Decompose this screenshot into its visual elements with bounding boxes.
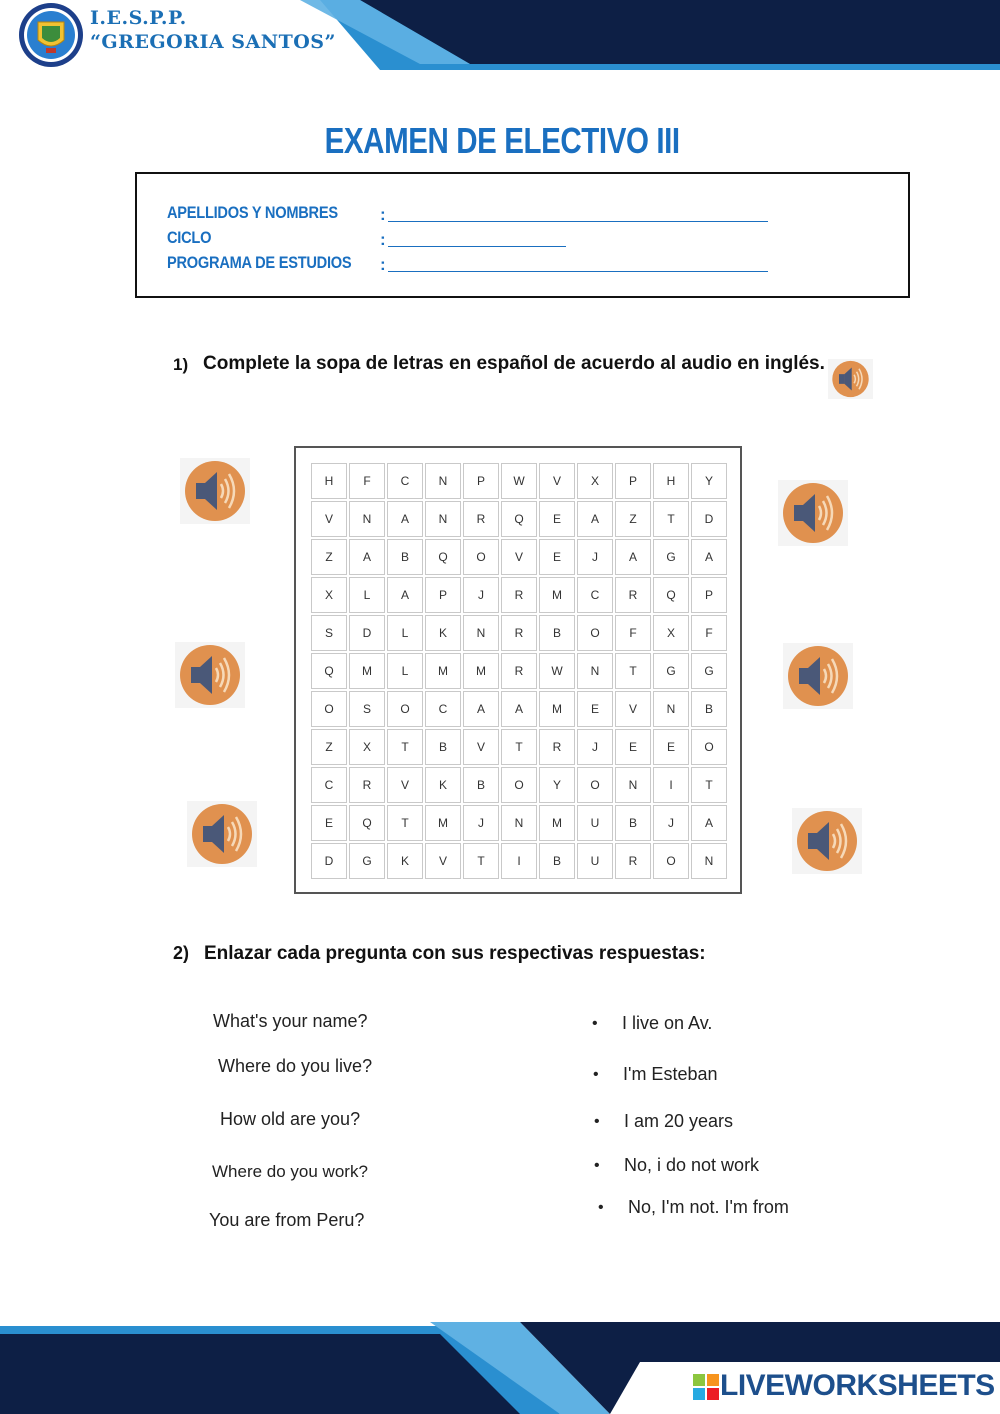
word-search-cell[interactable]: R bbox=[349, 767, 385, 803]
word-search-cell[interactable]: A bbox=[387, 501, 423, 537]
word-search-cell[interactable]: R bbox=[615, 843, 651, 879]
institution-name: “GREGORIA SANTOS” bbox=[90, 31, 336, 53]
word-search-cell[interactable]: N bbox=[463, 615, 499, 651]
match-answer[interactable]: I am 20 years bbox=[624, 1111, 734, 1131]
question-2-text: Enlazar cada pregunta con sus respectivas respuestas: bbox=[204, 943, 706, 964]
word-search-cell[interactable]: T bbox=[615, 653, 651, 689]
word-search-cell[interactable]: N bbox=[653, 691, 689, 727]
word-search-cell[interactable]: B bbox=[539, 615, 575, 651]
word-search-cell[interactable]: O bbox=[691, 729, 727, 765]
word-search-cell[interactable]: N bbox=[349, 501, 385, 537]
word-search-cell[interactable]: B bbox=[425, 729, 461, 765]
word-search-cell[interactable]: O bbox=[311, 691, 347, 727]
match-question[interactable]: Where do you work? bbox=[212, 1162, 368, 1181]
liveworksheets-logo-icon bbox=[693, 1374, 719, 1400]
word-search-cell[interactable]: S bbox=[311, 615, 347, 651]
field-label-program: PROGRAMA DE ESTUDIOS bbox=[167, 253, 352, 272]
word-search-cell[interactable]: O bbox=[577, 615, 613, 651]
word-search-cell[interactable]: R bbox=[501, 577, 537, 613]
word-search-cell[interactable]: V bbox=[615, 691, 651, 727]
page-title: EXAMEN DE ELECTIVO III bbox=[324, 120, 680, 161]
word-search-cell[interactable]: K bbox=[425, 767, 461, 803]
word-search-cell[interactable]: F bbox=[349, 463, 385, 499]
question-2-number: 2) bbox=[173, 943, 190, 963]
match-answer[interactable]: No, i do not work bbox=[624, 1155, 760, 1175]
word-search-cell[interactable]: G bbox=[653, 653, 689, 689]
word-search-cell[interactable]: B bbox=[691, 691, 727, 727]
word-search-cell[interactable]: V bbox=[311, 501, 347, 537]
word-search-cell[interactable]: C bbox=[311, 767, 347, 803]
word-search-cell[interactable]: O bbox=[387, 691, 423, 727]
word-search-cell[interactable]: I bbox=[501, 843, 537, 879]
match-question[interactable]: What's your name? bbox=[213, 1011, 368, 1031]
answer-bullet: • bbox=[598, 1199, 604, 1216]
word-search-cell[interactable]: G bbox=[349, 843, 385, 879]
word-search-cell[interactable]: O bbox=[653, 843, 689, 879]
speaker-icon[interactable] bbox=[783, 643, 853, 709]
word-search-cell[interactable]: X bbox=[311, 577, 347, 613]
match-answer[interactable]: No, I'm not. I'm from bbox=[628, 1197, 789, 1217]
word-search-cell[interactable]: E bbox=[539, 501, 575, 537]
word-search-cell[interactable]: T bbox=[691, 767, 727, 803]
word-search-cell[interactable]: B bbox=[463, 767, 499, 803]
word-search-cell[interactable]: P bbox=[425, 577, 461, 613]
speaker-icon[interactable] bbox=[828, 359, 873, 399]
institution-acronym: I.E.S.P.P. bbox=[90, 7, 187, 29]
word-search-cell[interactable]: K bbox=[425, 615, 461, 651]
word-search-cell[interactable]: M bbox=[425, 805, 461, 841]
word-search-cell[interactable]: A bbox=[615, 539, 651, 575]
field-label-names: APELLIDOS Y NOMBRES bbox=[167, 203, 338, 222]
question-1-number: 1) bbox=[173, 355, 189, 374]
word-search-cell[interactable]: U bbox=[577, 805, 613, 841]
word-search-cell[interactable]: C bbox=[425, 691, 461, 727]
word-search-cell[interactable]: A bbox=[577, 501, 613, 537]
word-search-cell[interactable]: B bbox=[387, 539, 423, 575]
speaker-icon[interactable] bbox=[187, 801, 257, 867]
word-search-cell[interactable]: E bbox=[653, 729, 689, 765]
answer-bullet: • bbox=[593, 1066, 599, 1083]
word-search-cell[interactable]: A bbox=[463, 691, 499, 727]
word-search-cell[interactable]: P bbox=[463, 463, 499, 499]
word-search-cell[interactable]: T bbox=[387, 729, 423, 765]
word-search-cell[interactable]: Z bbox=[615, 501, 651, 537]
word-search-cell[interactable]: X bbox=[577, 463, 613, 499]
word-search-cell[interactable]: M bbox=[539, 805, 575, 841]
speaker-icon[interactable] bbox=[778, 480, 848, 546]
word-search-cell[interactable]: R bbox=[463, 501, 499, 537]
field-label-cycle: CICLO bbox=[167, 228, 212, 247]
word-search-cell[interactable]: D bbox=[311, 843, 347, 879]
word-search-cell[interactable]: Q bbox=[311, 653, 347, 689]
word-search-cell[interactable]: O bbox=[577, 767, 613, 803]
word-search-cell[interactable]: O bbox=[463, 539, 499, 575]
word-search-cell[interactable]: L bbox=[349, 577, 385, 613]
match-question[interactable]: You are from Peru? bbox=[209, 1210, 365, 1230]
word-search-cell[interactable]: Q bbox=[653, 577, 689, 613]
word-search-cell[interactable]: V bbox=[539, 463, 575, 499]
word-search-cell[interactable]: L bbox=[387, 615, 423, 651]
word-search-cell[interactable]: C bbox=[577, 577, 613, 613]
match-answer[interactable]: I live on Av. bbox=[622, 1013, 713, 1033]
match-answer[interactable]: I'm Esteban bbox=[623, 1064, 718, 1084]
names-input-line[interactable] bbox=[388, 221, 768, 222]
speaker-icon[interactable] bbox=[792, 808, 862, 874]
word-search-cell[interactable]: J bbox=[463, 805, 499, 841]
word-search-cell[interactable]: M bbox=[539, 577, 575, 613]
word-search-cell[interactable]: M bbox=[425, 653, 461, 689]
word-search-cell[interactable]: D bbox=[349, 615, 385, 651]
liveworksheets-brand: LIVEWORKSHEETS bbox=[720, 1369, 995, 1402]
institution-logo bbox=[18, 2, 84, 68]
field-colon: : bbox=[380, 230, 386, 249]
answer-bullet: • bbox=[594, 1157, 600, 1174]
word-search-cell[interactable]: Y bbox=[539, 767, 575, 803]
word-search-cell[interactable]: E bbox=[311, 805, 347, 841]
word-search-cell[interactable]: N bbox=[501, 805, 537, 841]
word-search-cell[interactable]: M bbox=[463, 653, 499, 689]
word-search-cell[interactable]: N bbox=[425, 501, 461, 537]
word-search-cell[interactable]: E bbox=[539, 539, 575, 575]
word-search-cell[interactable]: H bbox=[653, 463, 689, 499]
program-input-line[interactable] bbox=[388, 271, 768, 272]
word-search-cell[interactable]: N bbox=[425, 463, 461, 499]
word-search-cell[interactable]: E bbox=[615, 729, 651, 765]
word-search-cell[interactable]: C bbox=[387, 463, 423, 499]
question-1-text: Complete la sopa de letras en español de acuerdo al audio en inglés. bbox=[203, 353, 825, 374]
answer-bullet: • bbox=[594, 1113, 600, 1130]
word-search-cell[interactable]: U bbox=[577, 843, 613, 879]
word-search-cell[interactable]: Z bbox=[311, 729, 347, 765]
word-search-cell[interactable]: A bbox=[691, 805, 727, 841]
match-question[interactable]: How old are you? bbox=[220, 1109, 361, 1129]
word-search-grid[interactable] bbox=[311, 463, 729, 881]
word-search-cell[interactable]: J bbox=[463, 577, 499, 613]
field-colon: : bbox=[380, 255, 386, 274]
word-search-cell[interactable]: B bbox=[539, 843, 575, 879]
word-search-cell[interactable]: W bbox=[501, 463, 537, 499]
word-search-cell[interactable]: O bbox=[501, 767, 537, 803]
word-search-cell[interactable]: D bbox=[691, 501, 727, 537]
word-search-cell[interactable]: F bbox=[615, 615, 651, 651]
word-search-cell[interactable]: Q bbox=[501, 501, 537, 537]
word-search-cell[interactable]: E bbox=[577, 691, 613, 727]
word-search-cell[interactable]: J bbox=[653, 805, 689, 841]
speaker-icon[interactable] bbox=[180, 458, 250, 524]
word-search-cell[interactable]: K bbox=[387, 843, 423, 879]
word-search-cell[interactable]: P bbox=[615, 463, 651, 499]
word-search-cell[interactable]: R bbox=[615, 577, 651, 613]
answer-bullet: • bbox=[592, 1015, 598, 1032]
word-search-cell[interactable]: R bbox=[501, 615, 537, 651]
speaker-icon[interactable] bbox=[175, 642, 245, 708]
word-search-cell[interactable]: R bbox=[501, 653, 537, 689]
word-search-cell[interactable]: T bbox=[463, 843, 499, 879]
word-search-cell[interactable]: S bbox=[349, 691, 385, 727]
word-search-cell[interactable]: G bbox=[691, 653, 727, 689]
word-search-cell[interactable]: R bbox=[539, 729, 575, 765]
word-search-cell[interactable]: L bbox=[387, 653, 423, 689]
field-colon: : bbox=[380, 205, 386, 224]
word-search-cell[interactable]: Z bbox=[311, 539, 347, 575]
word-search-cell[interactable]: M bbox=[349, 653, 385, 689]
word-search-cell[interactable]: A bbox=[691, 539, 727, 575]
word-search-cell[interactable]: Q bbox=[425, 539, 461, 575]
word-search-cell[interactable]: T bbox=[387, 805, 423, 841]
word-search-cell[interactable]: V bbox=[387, 767, 423, 803]
student-info-box bbox=[135, 172, 910, 298]
word-search-cell[interactable]: B bbox=[615, 805, 651, 841]
word-search-cell[interactable]: J bbox=[577, 539, 613, 575]
word-search-cell[interactable]: H bbox=[311, 463, 347, 499]
word-search-cell[interactable]: V bbox=[501, 539, 537, 575]
match-question[interactable]: Where do you live? bbox=[218, 1056, 373, 1076]
word-search-cell[interactable]: Q bbox=[349, 805, 385, 841]
word-search-cell[interactable]: T bbox=[653, 501, 689, 537]
word-search-cell[interactable]: V bbox=[425, 843, 461, 879]
word-search-cell[interactable]: V bbox=[463, 729, 499, 765]
word-search-cell[interactable]: J bbox=[577, 729, 613, 765]
word-search-cell[interactable]: A bbox=[349, 539, 385, 575]
cycle-input-line[interactable] bbox=[388, 246, 566, 247]
word-search-cell[interactable]: N bbox=[691, 843, 727, 879]
word-search-cell[interactable]: W bbox=[539, 653, 575, 689]
word-search-cell[interactable]: I bbox=[653, 767, 689, 803]
word-search-cell[interactable]: P bbox=[691, 577, 727, 613]
word-search-cell[interactable]: X bbox=[653, 615, 689, 651]
word-search-cell[interactable]: M bbox=[539, 691, 575, 727]
word-search-cell[interactable]: T bbox=[501, 729, 537, 765]
word-search-cell[interactable]: N bbox=[577, 653, 613, 689]
word-search-cell[interactable]: X bbox=[349, 729, 385, 765]
word-search-cell[interactable]: Y bbox=[691, 463, 727, 499]
word-search-cell[interactable]: A bbox=[501, 691, 537, 727]
word-search-cell[interactable]: G bbox=[653, 539, 689, 575]
word-search-cell[interactable]: F bbox=[691, 615, 727, 651]
word-search-cell[interactable]: N bbox=[615, 767, 651, 803]
word-search-cell[interactable]: A bbox=[387, 577, 423, 613]
